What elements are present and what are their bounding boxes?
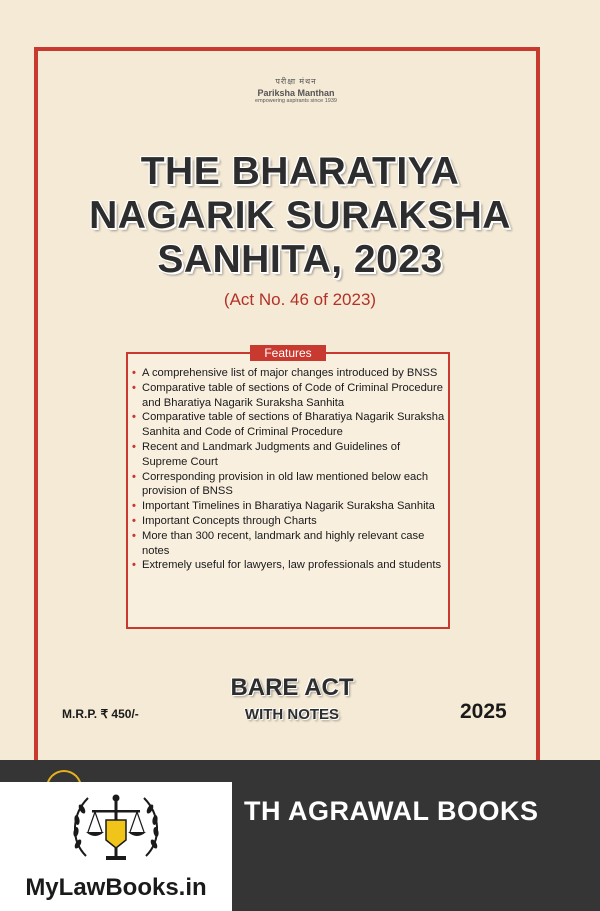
publisher-logo-hindi: परीक्षा मंथन (275, 77, 317, 86)
title-line-1: THE BHARATIYA (140, 150, 460, 193)
publisher-band-text: TH AGRAWAL BOOKS (244, 796, 539, 826)
feature-item: • A comprehensive list of major changes introduced by BNSS (132, 366, 448, 381)
feature-item: • Recent and Landmark Judgments and Guidelines of Supreme Court (132, 440, 448, 470)
feature-item: • Comparative table of sections of Bharatiya Nagarik Suraksha Sanhita and Code of Criminal Procedure (132, 410, 448, 440)
scales-of-justice-icon (66, 786, 166, 872)
title-line-3: SANHITA, 2023 (157, 238, 443, 281)
edition-year: 2025 (460, 700, 507, 723)
publisher-logo-name: Pariksha Manthan (257, 88, 335, 98)
watermark-text: MyLawBooks.in (25, 874, 207, 901)
features-list (132, 366, 448, 573)
feature-item: • Extremely useful for lawyers, law professionals and students (132, 558, 448, 573)
feature-item: • Important Timelines in Bharatiya Nagarik Suraksha Sanhita (132, 499, 448, 514)
feature-item: • Comparative table of sections of Code of Criminal Procedure and Bharatiya Nagarik Suraksha Sanhita (132, 381, 448, 411)
with-notes-label: WITH NOTES (244, 706, 340, 723)
feature-item: • More than 300 recent, landmark and highly relevant case notes (132, 529, 448, 559)
feature-item: • Corresponding provision in old law mentioned below each provision of BNSS (132, 470, 448, 500)
watermark (0, 782, 232, 911)
book-title (60, 150, 540, 282)
title-line-2: NAGARIK SURAKSHA (89, 194, 511, 237)
act-number: (Act No. 46 of 2023) (223, 290, 377, 309)
bare-act-label: BARE ACT (230, 674, 354, 701)
publisher-logo (236, 76, 356, 104)
price-label: M.R.P. ₹ 450/- (62, 707, 139, 721)
features-label: Features (250, 345, 326, 361)
publisher-logo-tagline: empowering aspirants since 1939 (255, 98, 337, 104)
feature-item: • Important Concepts through Charts (132, 514, 448, 529)
